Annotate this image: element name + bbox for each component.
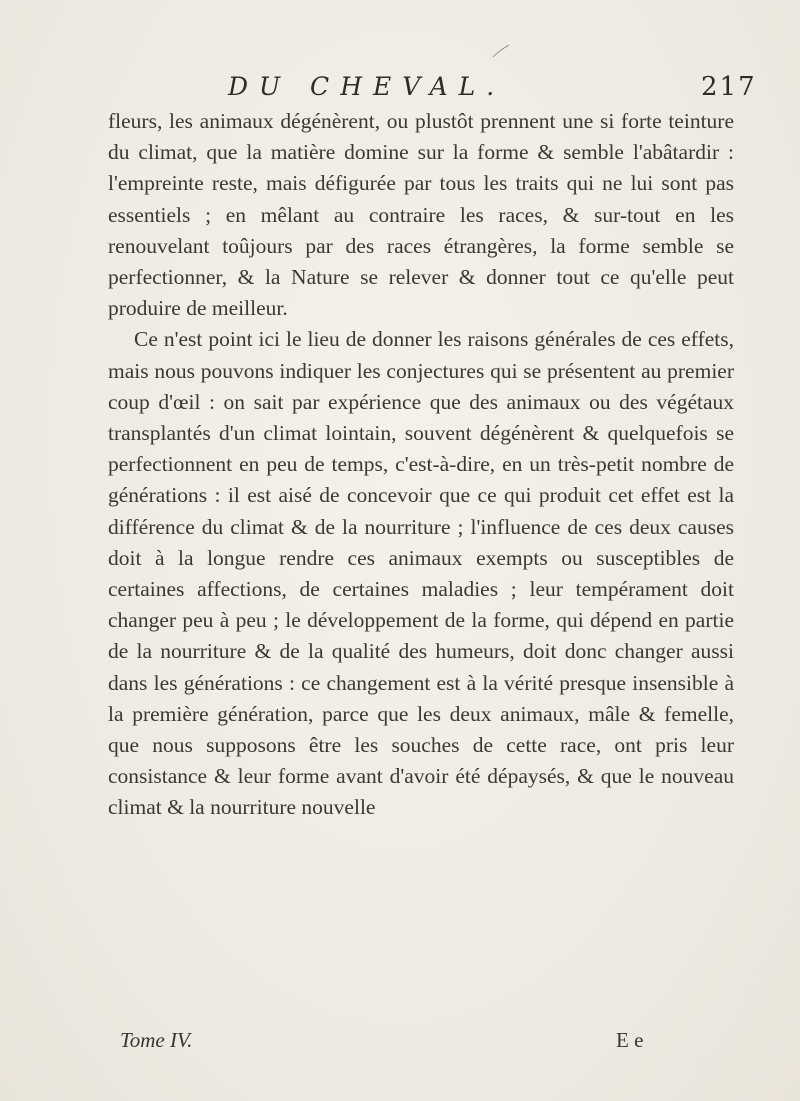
volume-marker: Tome IV. [120, 1028, 193, 1052]
body-text [108, 106, 734, 824]
paragraph-continued: fleurs, les animaux dégénèrent, ou plustôt prennent une si forte teinture du climat, que la matière domine sur la forme & semble l'abâtardir : l'empreinte reste, mais défigurée par tous les traits qui ne lui sont pas essentiels ; en mêlant au contraire les races, & sur-tout en les renouvelant toûjours par des races étrangères, la forme semble se perfectionner, & la Nature se relever & donner tout ce qu'elle peut produire de meilleur. [108, 109, 734, 321]
page-footer [108, 1028, 734, 1062]
running-title: DU CHEVAL. [228, 72, 506, 101]
pen-mark-icon [492, 44, 510, 58]
signature-mark: E e [616, 1028, 644, 1052]
page-number: 217 [701, 72, 757, 102]
paragraph: Ce n'est point ici le lieu de donner les raisons générales de ces effets, mais nous pouvons indiquer les conjectures qui se présentent au premier coup d'œil : on sait par expérience que des animaux ou des végétaux transplantés d'un climat lointain, souvent dégénèrent & quelquefois se perfectionnent en peu de temps, c'est-à-dire, en un très-petit nombre de générations : il est aisé de concevoir que ce qui produit cet effet est la différence du climat & de la nourriture ; l'influence de ces deux causes doit à la longue rendre ces animaux exempts ou susceptibles de certaines affections, de certaines maladies ; leur tempérament doit changer peu à peu ; le développement de la forme, qui dépend en partie de la nourriture & de la qualité des humeurs, doit donc changer aussi dans les générations : ce changement est à la vérité presque insensible à la première génération, parce que les deux animaux, mâle & femelle, que nous supposons être les souches de cette race, ont pris leur consistance & leur forme avant d'avoir été dépaysés, & que le nouveau climat & la nourriture nouvelle [108, 327, 734, 820]
